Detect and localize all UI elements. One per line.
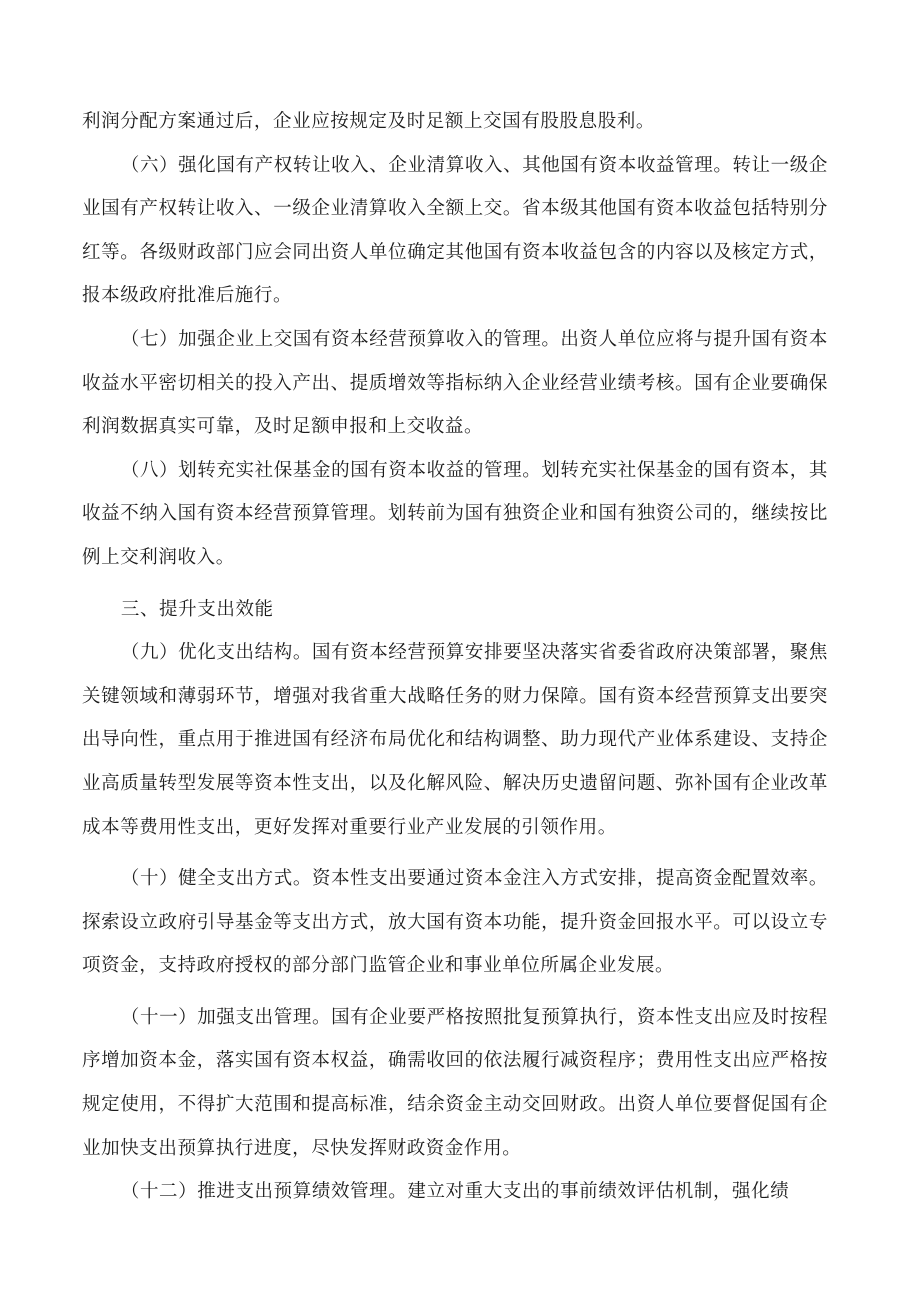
- paragraph-item-7: （七）加强企业上交国有资本经营预算收入的管理。出资人单位应将与提升国有资本收益水平密切相关的投入产出、提质增效等指标纳入企业经营业绩考核。国有企业要确保利润数据真实可靠，及时足额申报和上交收益。: [82, 328, 828, 438]
- paragraph-item-11: （十一）加强支出管理。国有企业要严格按照批复预算执行，资本性支出应及时按程序增加资本金，落实国有资本权益，确需收回的依法履行减资程序；费用性支出应严格按规定使用，不得扩大范围和提高标准，结余资金主动交回财政。出资人单位要督促国有企业加快支出预算执行进度，尽快发挥财政资金作用。: [82, 1006, 828, 1159]
- paragraph-item-8: （八）划转充实社保基金的国有资本收益的管理。划转充实社保基金的国有资本，其收益不纳入国有资本经营预算管理。划转前为国有独资企业和国有独资公司的，继续按比例上交利润收入。: [82, 459, 828, 568]
- paragraph-item-12: （十二）推进支出预算绩效管理。建立对重大支出的事前绩效评估机制，强化绩: [120, 1181, 790, 1203]
- section-heading: 三、提升支出效能: [120, 598, 274, 620]
- paragraph-profit-distribution: 利润分配方案通过后，企业应按规定及时足额上交国有股股息股利。: [82, 111, 656, 132]
- paragraph-item-10: （十）健全支出方式。资本性支出要通过资本金注入方式安排，提高资金配置效率。探索设立政府引导基金等支出方式，放大国有资本功能，提升资金回报水平。可以设立专项资金，支持政府授权的部分部门监管企业和事业单位所属企业发展。: [82, 868, 828, 977]
- document-page: [82, 100, 828, 1214]
- paragraph-item-9: （九）优化支出结构。国有资本经营预算安排要坚决落实省委省政府决策部署，聚焦关键领域和薄弱环节，增强对我省重大战略任务的财力保障。国有资本经营预算支出要突出导向性，重点用于推进国有经济布局优化和结构调整、助力现代产业体系建设、支持企业高质量转型发展等资本性支出，以及化解风险、解决历史遗留问题、弥补国有企业改革成本等费用性支出，更好发挥对重要行业产业发展的引领作用。: [82, 642, 828, 838]
- paragraph-item-6: （六）强化国有产权转让收入、企业清算收入、其他国有资本收益管理。转让一级企业国有产权转让收入、一级企业清算收入全额上交。省本级其他国有资本收益包括特别分红等。各级财政部门应会同出资人单位确定其他国有资本收益包含的内容以及核定方式，报本级政府批准后施行。: [82, 154, 828, 307]
